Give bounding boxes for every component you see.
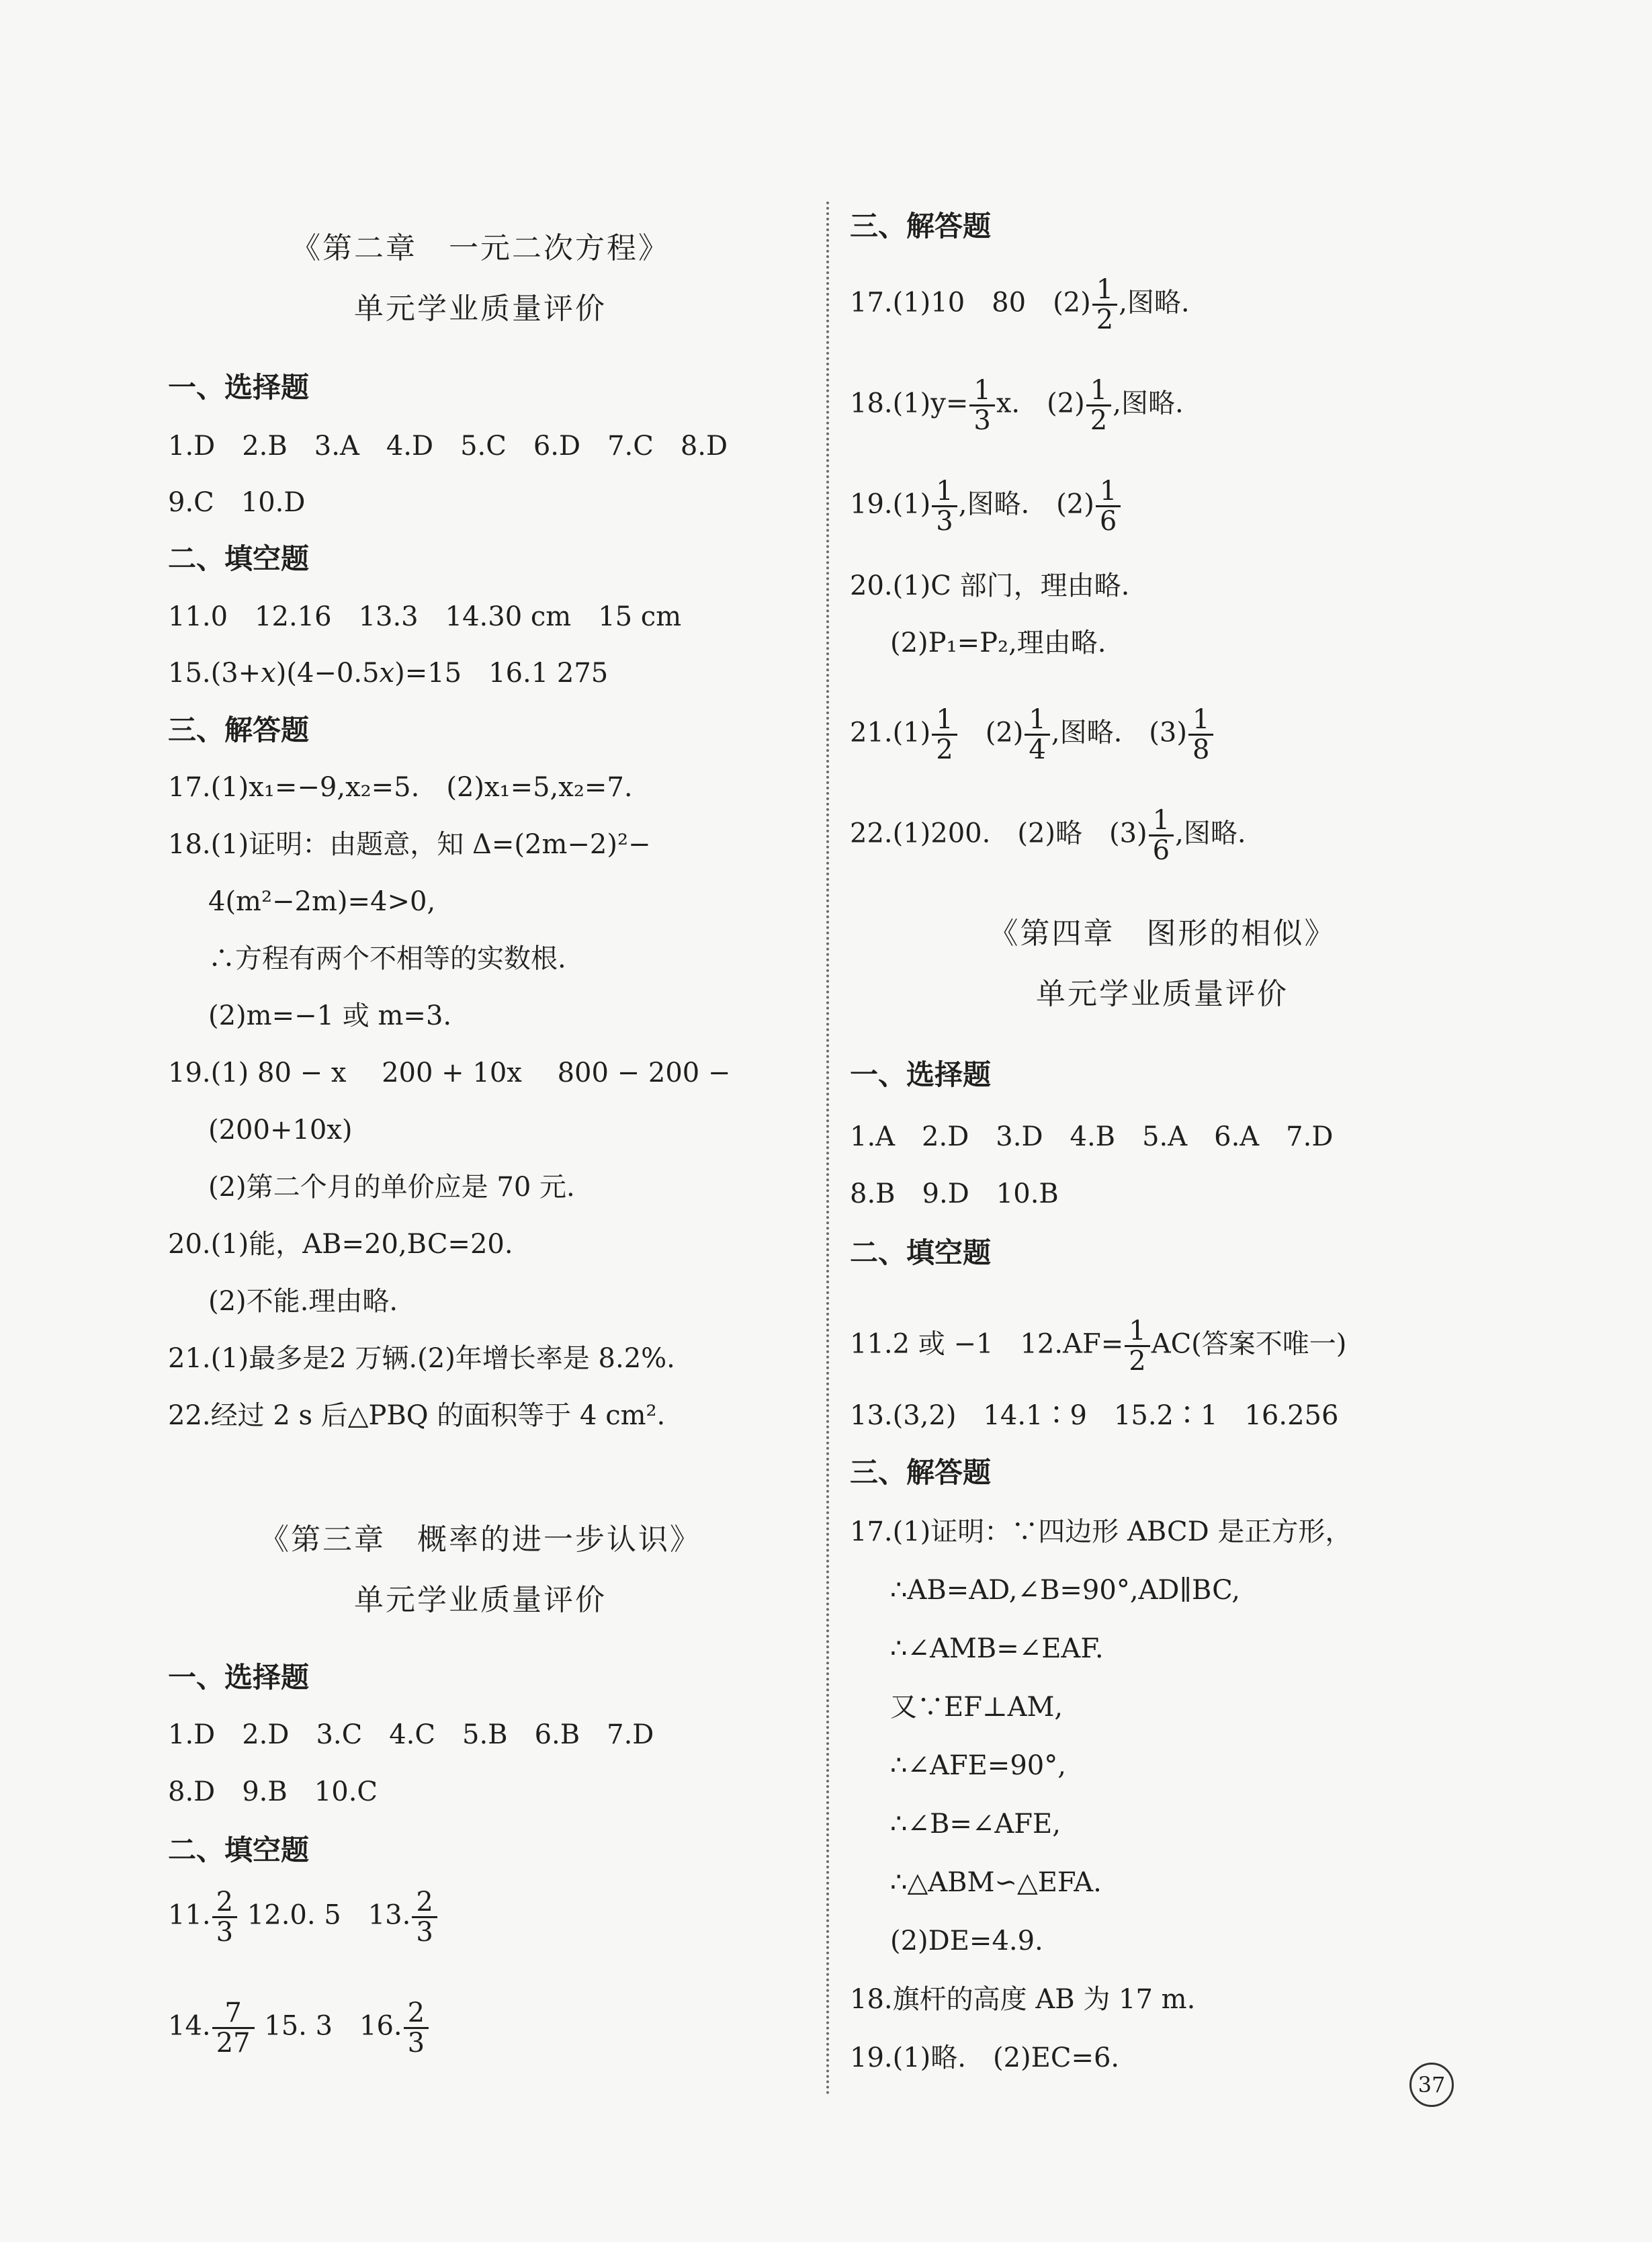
ch2-answer-22: 22.经过 2 s 后△PBQ 的面积等于 4 cm². — [168, 1400, 666, 1431]
fraction: $\frac{2}{3}$ — [212, 1888, 237, 1946]
fraction: $\frac{1}{4}$ — [1025, 705, 1049, 764]
ch2-choice-line1: 1.D 2.B 3.A 4.D 5.C 6.D 7.C 8.D — [168, 431, 728, 462]
ch4-answer-17-line6: ∴∠B=∠AFE, — [890, 1809, 1061, 1840]
fraction: $\frac{1}{3}$ — [932, 477, 957, 535]
ch4-fill-line1: 11.2 或 −1 12.AF= $\frac{1}{2}$ AC(答案不唯一) — [850, 1316, 1347, 1377]
fraction: $\frac{1}{8}$ — [1188, 705, 1213, 764]
ch4-section-choice: 一、选择题 — [850, 1058, 992, 1091]
chapter3-subtitle: 单元学业质量评价 — [354, 1583, 607, 1617]
chapter2-title: 《第二章 一元二次方程》 — [291, 231, 670, 265]
ch2-answer-18-line1: 18.(1)证明：由题意，知 Δ=(2m−2)²− — [168, 829, 651, 860]
ch3-answer-19: 19.(1) $\frac{1}{3}$ ,图略. (2) $\frac{1}{6}$ — [850, 477, 1122, 535]
ch3-answer-22: 22.(1)200. (2)略 (3) $\frac{1}{6}$ ,图略. — [850, 805, 1246, 866]
page-number: 37 — [1409, 2063, 1454, 2107]
ch2-answer-18-line2: 4(m²−2m)=4>0, — [208, 886, 436, 917]
ch4-answer-17-line7: ∴△ABM∽△EFA. — [890, 1867, 1102, 1898]
fraction: $\frac{7}{27}$ — [212, 1999, 255, 2057]
chapter2-subtitle: 单元学业质量评价 — [354, 292, 607, 326]
ch2-fill-line1: 11.0 12.16 13.3 14.30 cm 15 cm — [168, 601, 682, 632]
ch2-section-fill: 二、填空题 — [168, 542, 310, 575]
ch2-answer-19-line1: 19.(1) 80 − x 200 + 10x 800 − 200 − — [168, 1058, 731, 1088]
ch2-section-choice: 一、选择题 — [168, 371, 310, 404]
ch3-section-answer: 三、解答题 — [850, 210, 992, 243]
ch2-answer-19-line3: (2)第二个月的单价应是 70 元. — [208, 1172, 575, 1203]
fraction: $\frac{2}{3}$ — [404, 1999, 429, 2057]
ch4-answer-17-line3: ∴∠AMB=∠EAF. — [890, 1633, 1104, 1664]
ch2-answer-19-line2: (200+10x) — [208, 1115, 353, 1146]
fraction: $\frac{1}{2}$ — [1092, 275, 1117, 334]
ch4-section-fill: 二、填空题 — [850, 1236, 992, 1269]
fraction: $\frac{1}{3}$ — [969, 376, 994, 435]
ch4-answer-17-line8: (2)DE=4.9. — [890, 1926, 1043, 1956]
ch4-answer-19: 19.(1)略. (2)EC=6. — [850, 2042, 1120, 2073]
ch2-answer-18-line4: (2)m=−1 或 m=3. — [208, 1000, 452, 1031]
ch2-answer-17: 17.(1)x₁=−9,x₂=5. (2)x₁=5,x₂=7. — [168, 772, 633, 803]
ch3-choice-line2: 8.D 9.B 10.C — [168, 1776, 378, 1807]
ch2-answer-21: 21.(1)最多是2 万辆.(2)年增长率是 8.2%. — [168, 1343, 675, 1374]
column-divider — [826, 202, 829, 2096]
ch4-fill-line2: 13.(3,2) 14.1∶9 15.2∶1 16.256 — [850, 1400, 1339, 1431]
ch3-section-choice: 一、选择题 — [168, 1661, 310, 1694]
chapter3-title: 《第三章 概率的进一步认识》 — [259, 1522, 701, 1557]
fraction: $\frac{1}{2}$ — [932, 705, 957, 764]
ch4-answer-17-line4: 又∵EF⊥AM, — [890, 1692, 1063, 1723]
ch4-answer-18: 18.旗杆的高度 AB 为 17 m. — [850, 1984, 1196, 2015]
fraction: $\frac{1}{2}$ — [1125, 1317, 1149, 1375]
ch2-answer-20-line1: 20.(1)能，AB=20,BC=20. — [168, 1229, 513, 1260]
ch2-fill-line2: 15.(3+x)(4−0.5x)=15 16.1 275 — [168, 658, 609, 689]
ch2-choice-line2: 9.C 10.D — [168, 487, 306, 518]
fraction: $\frac{1}{6}$ — [1096, 477, 1121, 535]
ch3-fill-line1: 11. $\frac{2}{3}$ 12.0. 5 13. $\frac{2}{3}$ — [168, 1888, 439, 1946]
ch3-answer-17: 17.(1)10 80 (2) $\frac{1}{2}$ ,图略. — [850, 274, 1190, 335]
chapter4-subtitle: 单元学业质量评价 — [1036, 977, 1289, 1011]
ch4-choice-line1: 1.A 2.D 3.D 4.B 5.A 6.A 7.D — [850, 1121, 1334, 1152]
fraction: $\frac{1}{2}$ — [1086, 376, 1111, 435]
ch3-answer-20-line2: (2)P₁=P₂,理由略. — [890, 628, 1106, 658]
fraction: $\frac{2}{3}$ — [412, 1888, 437, 1946]
ch4-answer-17-line5: ∴∠AFE=90°, — [890, 1750, 1066, 1781]
ch3-fill-line2: 14. $\frac{7}{27}$ 15. 3 16. $\frac{2}{3}$ — [168, 1999, 430, 2057]
chapter4-title: 《第四章 图形的相似》 — [988, 916, 1336, 951]
ch3-choice-line1: 1.D 2.D 3.C 4.C 5.B 6.B 7.D — [168, 1719, 654, 1750]
ch4-choice-line2: 8.B 9.D 10.B — [850, 1178, 1059, 1209]
ch3-answer-18: 18.(1)y= $\frac{1}{3}$ x. (2) $\frac{1}{2}$ ,图略. — [850, 375, 1184, 436]
ch2-answer-20-line2: (2)不能.理由略. — [208, 1286, 398, 1317]
ch3-answer-21: 21.(1) $\frac{1}{2}$ (2) $\frac{1}{4}$ ,图略. (3) $\frac{1}{8}$ — [850, 705, 1215, 764]
ch4-answer-17-line2: ∴AB=AD,∠B=90°,AD∥BC, — [890, 1575, 1240, 1606]
ch2-section-answer: 三、解答题 — [168, 714, 310, 746]
ch4-answer-17-line1: 17.(1)证明：∵四边形 ABCD 是正方形， — [850, 1516, 1352, 1547]
ch3-section-fill: 二、填空题 — [168, 1834, 310, 1866]
ch2-answer-18-line3: ∴方程有两个不相等的实数根. — [208, 943, 566, 974]
ch3-answer-20-line1: 20.(1)C 部门，理由略. — [850, 570, 1130, 601]
fraction: $\frac{1}{6}$ — [1149, 806, 1174, 865]
ch4-section-answer: 三、解答题 — [850, 1456, 992, 1489]
